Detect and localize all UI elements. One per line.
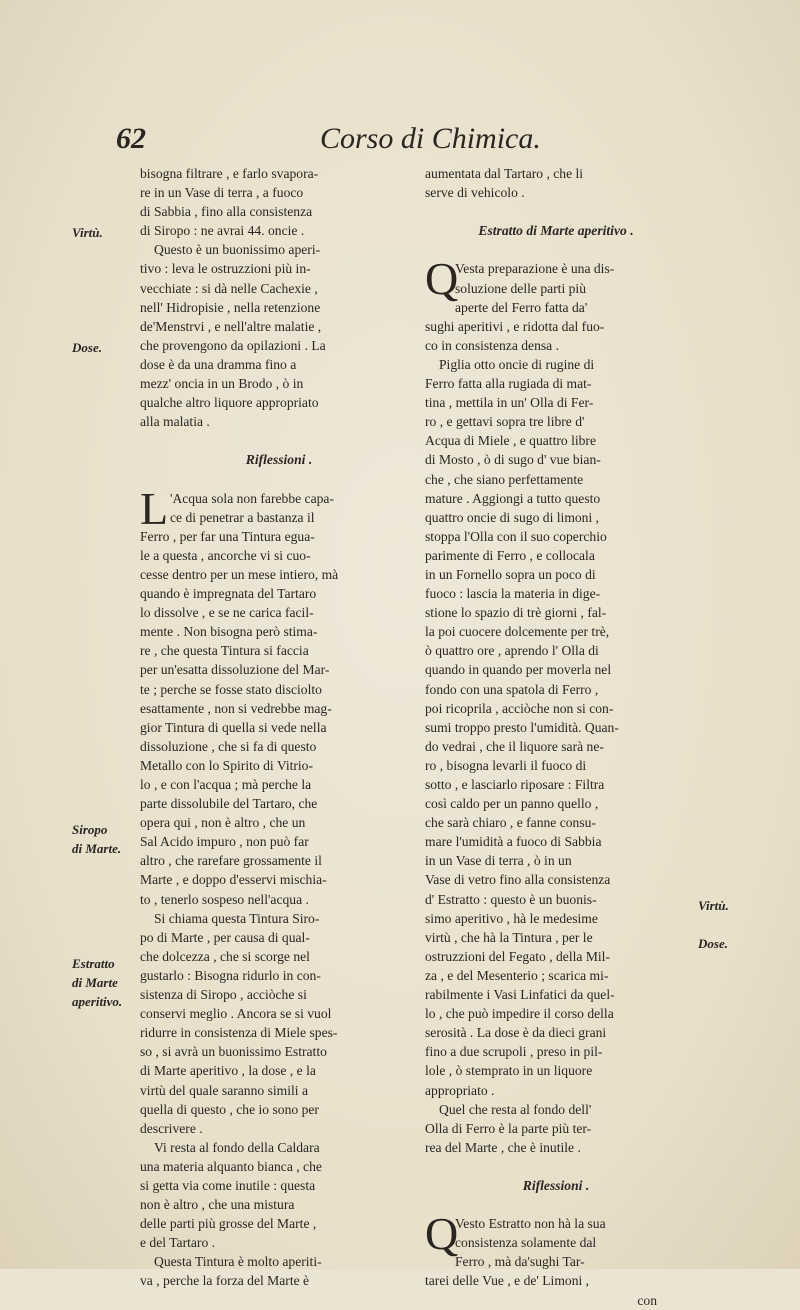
text-line: do vedrai , che il liquore sarà ne- (425, 738, 604, 754)
text-line: Acqua di Miele , e quattro libre (425, 433, 596, 449)
text-line: che provengono da opilazioni . La (140, 337, 326, 353)
text-line: aumentata dal Tartaro , che li (425, 166, 584, 181)
text-line: parimente di Ferro , e collocala (425, 547, 595, 563)
paragraph (425, 1100, 687, 1157)
text-line: Sal Acido impuro , non può far (140, 834, 309, 850)
text-line: co in consistenza densa . (425, 337, 560, 353)
text-line: mezz' oncia in un Brodo , ò in (140, 376, 304, 392)
text-line: descrivere . (140, 1120, 203, 1136)
text-line: tina , mettila in un' Olla di Fer- (425, 395, 594, 411)
text-line: Quel che resta al fondo dell' (439, 1101, 592, 1117)
paragraph (140, 164, 418, 240)
drop-cap: L (140, 482, 169, 534)
text-line: aperte del Ferro fatta da' (455, 299, 588, 315)
text-line: la poi cuocere dolcemente per trè, (425, 624, 610, 640)
text-line: re , che questa Tintura si faccia (140, 643, 309, 659)
text-line: serve di vehicolo . (425, 185, 525, 201)
text-line: con (637, 1292, 657, 1308)
text-line: opera qui , non è altro , che un (140, 815, 306, 831)
text-line: po di Marte , per causa di qual- (140, 929, 310, 945)
text-line: alla malatia . (140, 414, 210, 430)
text-line: Ferro fatta alla rugiada di mat- (425, 376, 592, 392)
paragraph (140, 909, 418, 1138)
text-line: non è altro , che una mistura (140, 1197, 295, 1213)
text-line: di Sabbia , fino alla consistenza (140, 204, 313, 220)
margin-note-virtu-right: Virtù. (698, 898, 729, 913)
text-line: ro , bisogna levarli il fuoco di (425, 757, 587, 773)
paragraph (425, 355, 687, 1100)
text-line: ro , e gettavi sopra tre libre d' (425, 414, 585, 430)
text-line: stoppa l'Olla con il suo coperchio (425, 528, 607, 544)
text-line: mature . Aggiongi a tutto questo (425, 490, 601, 506)
drop-cap: Q (425, 253, 459, 305)
text-line: qualche altro liquore appropriato (140, 395, 319, 411)
text-line: che , che siano perfettamente (425, 471, 584, 487)
text-line: dose è da una dramma fino a (140, 356, 297, 372)
text-line: esattamente , non si vedrebbe mag- (140, 700, 332, 716)
text-line: Marte , e doppo d'esservi mischia- (140, 872, 327, 888)
text-line: Olla di Ferro è la parte più ter- (425, 1120, 592, 1136)
text-line: Vesto Estratto non hà la sua (455, 1216, 606, 1232)
text-line: Piglia otto oncie di rugine di (439, 356, 595, 372)
text-line: sistenza di Siropo , acciòche si (140, 987, 307, 1003)
text-line: fondo con una spatola di Ferro , (425, 681, 599, 697)
running-title: Corso di Chimica. (320, 122, 541, 155)
text-line: 'Acqua sola non farebbe capa- (170, 490, 334, 506)
text-line: Metallo con lo Spirito di Vitrio- (140, 757, 313, 773)
text-line: gustarlo : Bisogna ridurlo in con- (140, 967, 321, 983)
paragraph (425, 164, 687, 202)
text-line: d' Estratto : questo è un buonis- (425, 891, 597, 907)
text-line: Questa Tintura è molto aperiti- (154, 1254, 322, 1270)
text-line: Ferro , mà da'sughi Tar- (455, 1254, 585, 1270)
text-line: virtù del quale saranno simili a (140, 1082, 308, 1098)
text-line: so , si avrà un buonissimo Estratto (140, 1044, 327, 1060)
text-line: e del Tartaro . (140, 1235, 216, 1251)
text-line: lo , che può impedire il corso della (425, 1006, 614, 1022)
text-line: di Mosto , ò di sugo d' vue bian- (425, 452, 601, 468)
text-line: va , perche la forza del Marte è (140, 1273, 310, 1289)
text-line: quella di questo , che io sono per (140, 1101, 319, 1117)
paragraph (425, 1271, 687, 1309)
text-line: fino a due scrupoli , preso in pil- (425, 1044, 603, 1060)
text-line: una materia alquanto bianca , che (140, 1158, 322, 1174)
margin-note-virtu: Virtù. (72, 225, 103, 240)
text-line: che dolcezza , che si scorge nel (140, 948, 310, 964)
text-line: re in un Vase di terra , a fuoco (140, 185, 304, 201)
paragraph (140, 1138, 418, 1253)
text-line: che sarà chiaro , e fanne consu- (425, 815, 596, 831)
margin-note-estratto: Estratto (72, 956, 115, 971)
text-line: fuoco : lascia la materia in dige- (425, 586, 601, 602)
section-heading: Riflessioni . (522, 1177, 590, 1193)
text-line: mente . Non bisogna però stima- (140, 624, 318, 640)
text-line: te ; perche se fosse stato disciolto (140, 681, 322, 697)
text-line: soluzione delle parti più (455, 280, 586, 296)
text-line: lo , e con l'acqua ; mà perche la (140, 777, 312, 792)
margin-note-siropo: Siropo (72, 822, 108, 837)
paragraph (140, 527, 418, 909)
text-line: Ferro , per far una Tintura egua- (140, 528, 315, 544)
text-line: sotto , e lasciarlo riposare : Filtra (425, 777, 605, 792)
text-line: si getta via come inutile : questa (140, 1177, 316, 1193)
text-line: consistenza solamente dal (455, 1235, 597, 1251)
paragraph (140, 240, 418, 431)
text-line: tivo : leva le ostruzzioni più in- (140, 261, 311, 277)
text-line: de'Menstrvi , e nell'altre malatie , (140, 318, 322, 334)
text-line: Vase di vetro fino alla consistenza (425, 872, 611, 888)
text-line: appropriato . (425, 1082, 495, 1098)
text-line: Questo è un buonissimo aperi- (154, 242, 321, 258)
text-line: per un'esatta dissoluzione del Mar- (140, 662, 330, 678)
text-line: di Siropo : ne avrai 44. oncie . (140, 223, 305, 239)
text-line: stione lo spazio di trè giorni , fal- (425, 605, 607, 621)
paragraph (425, 317, 687, 355)
text-line: cesse dentro per un mese intiero, mà (140, 566, 339, 582)
text-line: mare l'umidità a fuoco di Sabbia (425, 834, 602, 850)
text-line: di Marte aperitivo , la dose , e la (140, 1063, 316, 1079)
margin-note-dose-right: Dose. (698, 936, 728, 951)
text-line: nell' Hidropisie , nella retenzione (140, 299, 321, 315)
section-heading: Estratto di Marte aperitivo . (478, 223, 634, 239)
text-line: vecchiate : si dà nelle Cachexie , (140, 280, 318, 296)
text-line: tarei delle Vue , e de' Limoni , (425, 1273, 590, 1289)
left-column (140, 164, 418, 1291)
text-line: parte dissolubile del Tartaro, che (140, 796, 318, 812)
text-line: gior Tintura di quella si vede nella (140, 719, 327, 735)
text-line: rea del Marte , che è inutile . (425, 1139, 581, 1155)
text-line: poi ricoprila , acciòche non si con- (425, 700, 614, 716)
page-number: 62 (116, 122, 146, 155)
text-line: in un Vase di terra , ò in un (425, 853, 572, 869)
page-header (0, 118, 800, 164)
text-line: virtù , che hà la Tintura , per le (425, 929, 593, 945)
text-line: lole , ò stemprato in un liquore (425, 1063, 593, 1079)
text-line: ostruzzioni del Fegato , della Mil- (425, 948, 610, 964)
text-line: rabilmente i Vasi Linfatici da quel- (425, 987, 615, 1003)
paragraph (140, 482, 418, 534)
text-line: sumi troppo presto l'umidità. Quan- (425, 719, 619, 735)
text-line: bisogna filtrare , e farlo svapora- (140, 166, 319, 181)
section-heading: Riflessioni . (245, 452, 313, 468)
text-line: Si chiama questa Tintura Siro- (154, 910, 320, 926)
text-line: quattro oncie di sugo di limoni , (425, 509, 600, 525)
text-line: Vesta preparazione è una dis- (455, 261, 615, 277)
text-line: dissoluzione , che si fa di questo (140, 738, 317, 754)
text-line: in un Fornello sopra un poco di (425, 566, 596, 582)
text-line: così caldo per un panno quello , (425, 796, 599, 812)
text-line: Vi resta al fondo della Caldara (154, 1139, 320, 1155)
text-line: ò quattro ore , aprendo l' Olla di (425, 643, 599, 659)
paragraph (140, 1252, 418, 1290)
text-line: conservi meglio . Ancora se si vuol (140, 1006, 332, 1022)
right-column (425, 164, 687, 1310)
text-line: le a questa , ancorche vi si cuo- (140, 547, 311, 563)
text-line: quando è impregnata del Tartaro (140, 586, 317, 602)
margin-note-siropo-2: di Marte. (72, 841, 122, 856)
text-line: quando in quando per moverla nel (425, 662, 612, 678)
text-line: ridurre in consistenza di Miele spes- (140, 1025, 338, 1041)
text-line: delle parti più grosse del Marte , (140, 1216, 317, 1232)
text-line: lo dissolve , e se ne carica facil- (140, 605, 314, 621)
margin-note-estratto-2: di Marte (72, 975, 118, 990)
margin-note-estratto-3: aperitivo. (72, 994, 123, 1009)
text-line: simo aperitivo , hà le medesime (425, 910, 598, 926)
text-line: to , tenerlo sospeso nell'acqua . (140, 891, 309, 907)
text-line: za , e del Mesenterio ; scarica mi- (425, 967, 609, 983)
text-line: altro , che rarefare grossamente il (140, 853, 322, 869)
margin-note-dose: Dose. (72, 340, 102, 355)
text-line: sughi aperitivi , e ridotta dal fuo- (425, 318, 605, 334)
paragraph (425, 1208, 687, 1271)
drop-cap: Q (425, 1208, 459, 1260)
text-line: ce di penetrar a bastanza il (170, 509, 315, 525)
text-line: serosità . La dose è da dieci grani (425, 1025, 607, 1041)
paragraph (425, 253, 687, 316)
